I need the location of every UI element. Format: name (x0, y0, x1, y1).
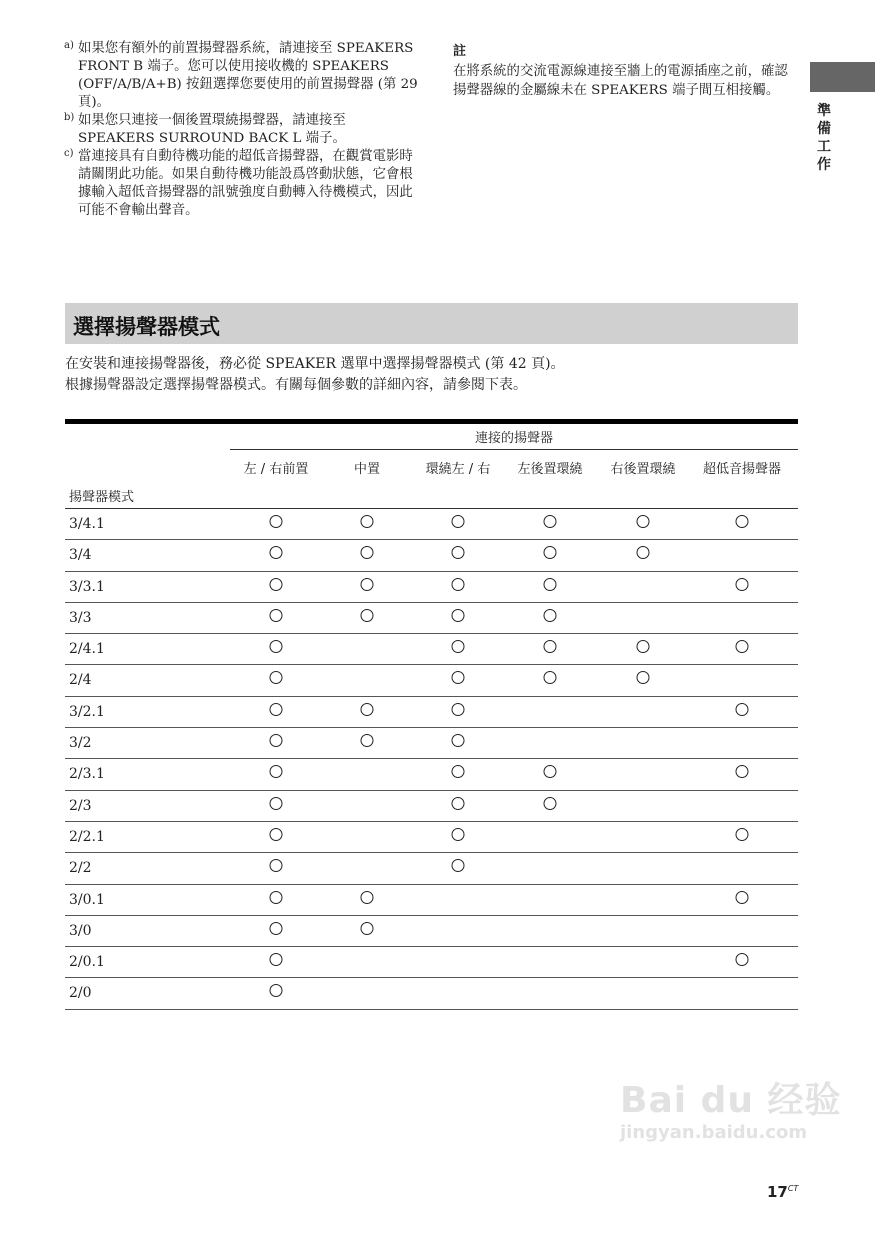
table-row (65, 728, 798, 759)
connected-mark-icon (736, 703, 749, 716)
page-suffix: CT (787, 1184, 799, 1193)
speaker-mode: 3/4.1 (69, 516, 105, 532)
footnotes (64, 40, 419, 220)
connected-mark-icon (452, 609, 465, 622)
table-top-rule (65, 419, 798, 424)
group-rule (230, 449, 798, 450)
connected-mark-icon (544, 671, 557, 684)
connected-mark-icon (270, 546, 283, 559)
speaker-mode-table (65, 419, 798, 1002)
connected-mark-icon (361, 703, 374, 716)
column-header: 左 / 右前置 (243, 462, 309, 477)
speaker-mode: 2/0 (69, 985, 92, 1002)
column-header: 環繞左 / 右 (425, 462, 491, 477)
footnote-text: 如果您只連接一個後置環繞揚聲器，請連接至 SPEAKERS SURROUND BACK L 端子。 (78, 113, 346, 146)
connected-mark-icon (452, 828, 465, 841)
connected-mark-icon (270, 640, 283, 653)
connected-mark-icon (270, 891, 283, 904)
speaker-mode: 2/0.1 (69, 954, 105, 971)
column-header: 右後置環繞 (610, 462, 676, 477)
connected-mark-icon (452, 859, 465, 872)
connected-mark-icon (637, 671, 650, 684)
connected-mark-icon (270, 703, 283, 716)
table-row (65, 853, 798, 884)
connected-mark-icon (544, 797, 557, 810)
connected-mark-icon (637, 640, 650, 653)
footnote-text: 如果您有額外的前置揚聲器系統，請連接至 SPEAKERS FRONT B 端子。您可以使用接收機的 SPEAKERS (OFF/A/B/A+B) 按鈕選擇您要使用的前置揚聲器 (第 29 頁)。 (78, 41, 418, 110)
connected-mark-icon (270, 515, 283, 528)
column-header: 超低音揚聲器 (702, 462, 782, 477)
connected-mark-icon (736, 953, 749, 966)
speaker-mode: 3/0.1 (69, 891, 105, 908)
speaker-mode: 2/3 (69, 797, 92, 814)
intro-line: 在安裝和連接揚聲器後，務必從 SPEAKER 選單中選擇揚聲器模式 (第 42 頁)。 (65, 356, 565, 372)
chapter-label: 準備工作 (817, 103, 831, 173)
connected-mark-icon (452, 703, 465, 716)
table-row (65, 634, 798, 665)
connected-mark-icon (270, 922, 283, 935)
connected-mark-icon (736, 640, 749, 653)
caution-text: 在將系統的交流電源線連接至牆上的電源插座之前，確認揚聲器線的金屬線未在 SPEAKERS 端子間互相接觸。 (453, 63, 788, 98)
connected-mark-icon (544, 609, 557, 622)
connected-mark-icon (637, 546, 650, 559)
footnote-b (64, 112, 419, 148)
table-row (65, 572, 798, 603)
footnote-mark: c) (64, 148, 74, 159)
connected-mark-icon (270, 578, 283, 591)
speaker-mode: 2/4 (69, 672, 92, 689)
table-row (65, 822, 798, 853)
connected-mark-icon (270, 828, 283, 841)
connected-mark-icon (452, 515, 465, 528)
column-header: 左後置環繞 (517, 462, 583, 477)
group-header: 連接的揚聲器 (474, 431, 553, 446)
footnote-c (64, 148, 419, 220)
connected-mark-icon (452, 734, 465, 747)
table-row (65, 759, 798, 790)
caution-title: 註 (453, 44, 467, 59)
baidu-watermark (620, 1080, 842, 1144)
watermark-url: jingyan.baidu.com (620, 1122, 808, 1144)
speaker-mode: 2/2.1 (69, 828, 105, 845)
connected-mark-icon (736, 578, 749, 591)
connected-mark-icon (270, 765, 283, 778)
table-row (65, 916, 798, 947)
connected-mark-icon (270, 984, 283, 997)
connected-mark-icon (361, 922, 374, 935)
page-number-value: 17 (767, 1183, 788, 1201)
section-header (65, 303, 798, 344)
connected-mark-icon (637, 515, 650, 528)
connected-mark-icon (544, 546, 557, 559)
connected-mark-icon (270, 953, 283, 966)
speaker-mode: 3/3.1 (69, 578, 105, 595)
table-row (65, 885, 798, 916)
speaker-mode: 2/2 (69, 860, 92, 877)
connected-mark-icon (270, 671, 283, 684)
table-body (65, 508, 798, 1010)
speaker-mode: 3/2.1 (69, 703, 105, 720)
connected-mark-icon (452, 546, 465, 559)
intro-line: 根據揚聲器設定選擇揚聲器模式。有關每個參數的詳細內容，請參閱下表。 (65, 377, 527, 393)
connected-mark-icon (544, 640, 557, 653)
table-row (65, 978, 798, 1009)
connected-mark-icon (736, 891, 749, 904)
connected-mark-icon (361, 891, 374, 904)
connected-mark-icon (736, 828, 749, 841)
table-row (65, 947, 798, 978)
footnote-a (64, 40, 419, 112)
connected-mark-icon (361, 546, 374, 559)
connected-mark-icon (452, 671, 465, 684)
connected-mark-icon (270, 797, 283, 810)
caution-note (453, 42, 798, 101)
intro-text (65, 354, 565, 396)
connected-mark-icon (361, 609, 374, 622)
speaker-mode: 2/4.1 (69, 641, 105, 658)
speaker-mode: 3/4 (69, 547, 92, 564)
footnote-mark: a) (64, 40, 74, 51)
connected-mark-icon (361, 578, 374, 591)
speaker-mode: 3/3 (69, 609, 92, 626)
connected-mark-icon (544, 515, 557, 528)
footnote-mark: b) (64, 112, 75, 123)
connected-mark-icon (452, 578, 465, 591)
row-header: 揚聲器模式 (69, 490, 135, 505)
connected-mark-icon (544, 578, 557, 591)
table-row (65, 540, 798, 571)
connected-mark-icon (270, 859, 283, 872)
connected-mark-icon (452, 765, 465, 778)
connected-mark-icon (544, 765, 557, 778)
table-row (65, 665, 798, 696)
speaker-mode: 3/0 (69, 922, 92, 939)
connected-mark-icon (361, 734, 374, 747)
connected-mark-icon (736, 765, 749, 778)
table-row (65, 509, 798, 540)
connected-mark-icon (452, 797, 465, 810)
watermark-logo: Bai du 经验 (620, 1080, 842, 1121)
connected-mark-icon (736, 515, 749, 528)
column-header: 中置 (353, 462, 381, 477)
table-row (65, 791, 798, 822)
section-title: 選擇揚聲器模式 (73, 315, 220, 339)
connected-mark-icon (270, 734, 283, 747)
footnote-text: 當連接具有自動待機功能的超低音揚聲器，在觀賞電影時請關閉此功能。如果自動待機功能設爲啓動狀態，它會根據輸入超低音揚聲器的訊號強度自動轉入待機模式，因此可能不會輸出聲音。 (78, 149, 413, 218)
chapter-tab (810, 62, 875, 92)
table-row (65, 603, 798, 634)
table-row (65, 697, 798, 728)
speaker-mode: 3/2 (69, 735, 92, 752)
connected-mark-icon (270, 609, 283, 622)
page-number (767, 1180, 798, 1201)
connected-mark-icon (361, 515, 374, 528)
speaker-mode: 2/3.1 (69, 766, 105, 783)
connected-mark-icon (452, 640, 465, 653)
